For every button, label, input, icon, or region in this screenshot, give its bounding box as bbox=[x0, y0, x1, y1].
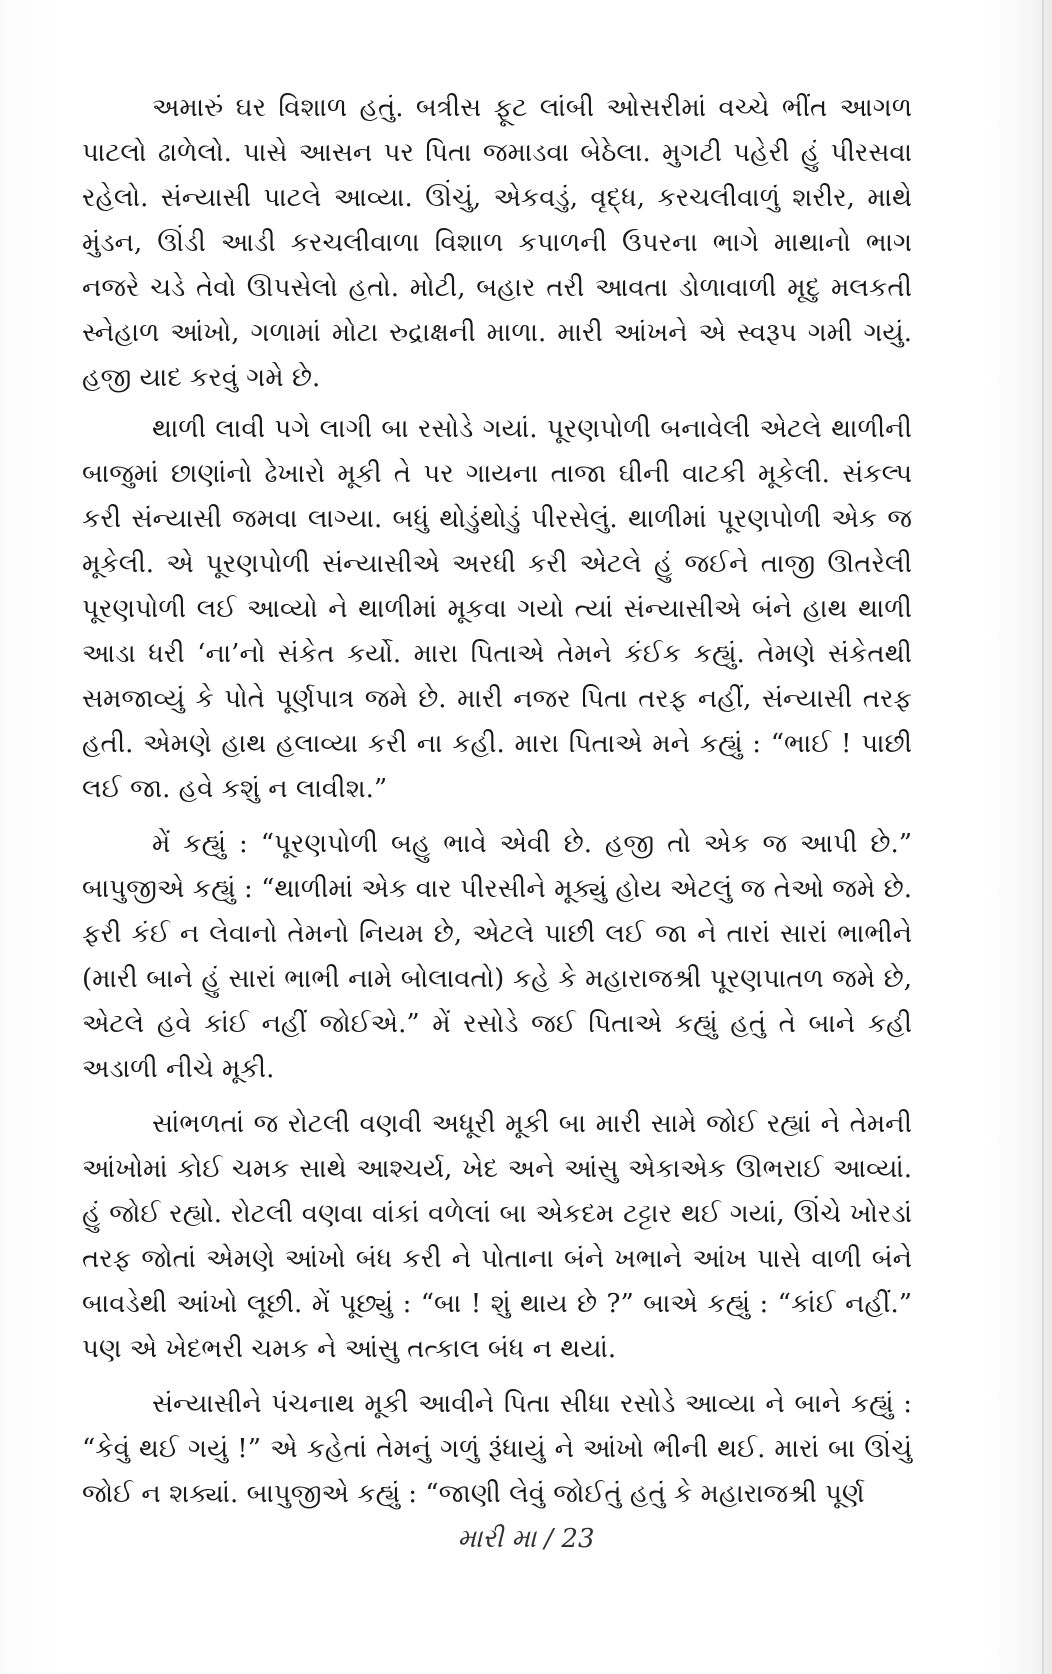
body-text bbox=[82, 86, 912, 1527]
paragraph-3: મેં કહ્યું : “પૂરણપોળી બહુ ભાવે એવી છે. હજી તો એક જ આપી છે.” બાપુજીએ કહ્યું : “થાળીમાં એક વાર પીરસીને મૂક્યું હોય એટલું જ તેઓ જમે છે. ફરી કંઈ ન લેવાનો તેમનો નિયમ છે, એટલે પાછી લઈ જા ને તારાં સારાં ભાભીને (મારી બાને હું સારાં ભાભી નામે બોલાવતો) કહે કે મહારાજશ્રી પૂરણપાતળ જમે છે, એટલે હવે કાંઈ નહીં જોઈએ.” મેં રસોડે જઈ પિતાએ કહ્યું હતું તે બાને કહી અડાળી નીચે મૂકી. bbox=[82, 829, 912, 1084]
paragraph-5: સંન્યાસીને પંચનાથ મૂકી આવીને પિતા સીધા રસોડે આવ્યા ને બાને કહ્યું : “કેવું થઈ ગયું !” એ કહેતાં તેમનું ગળું રૂંધાયું ને આંખો ભીની થઈ. મારાં બા ઊંચું જોઈ ન શક્યાં. બાપુજીએ કહ્યું : “જાણી લેવું જોઈતું હતું કે મહારાજશ્રી પૂર્ણ bbox=[82, 1389, 912, 1509]
paragraph-1: અમારું ઘર વિશાળ હતું. બત્રીસ ફૂટ લાંબી ઓસરીમાં વચ્ચે ભીંત આગળ પાટલો ઢાળેલો. પાસે આસન પર પિતા જમાડવા બેઠેલા. મુગટી પહેરી હું પીરસવા રહેલો. સંન્યાસી પાટલે આવ્યા. ઊંચું, એકવડું, વૃદ્ધ, કરચલીવાળું શરીર, માથે મુંડન, ઊંડી આડી કરચલીવાળા વિશાળ કપાળની ઉપરના ભાગે માથાનો ભાગ નજરે ચડે તેવો ઊપસેલો હતો. મોટી, બહાર તરી આવતા ડોળાવાળી મૃદુ મલકતી સ્નેહાળ આંખો, ગળામાં મોટા રુદ્રાક્ષની માળા. મારી આંખને એ સ્વરૂપ ગમી ગયું. હજી યાદ કરવું ગમે છે. bbox=[82, 93, 912, 393]
paragraph-2: થાળી લાવી પગે લાગી બા રસોડે ગયાં. પૂરણપોળી બનાવેલી એટલે થાળીની બાજુમાં છાણાંનો ઢેખારો મૂકી તે પર ગાયના તાજા ઘીની વાટકી મૂકેલી. સંકલ્પ કરી સંન્યાસી જમવા લાગ્યા. બધું થોડુંથોડું પીરસેલું. થાળીમાં પૂરણપોળી એક જ મૂકેલી. એ પૂરણપોળી સંન્યાસીએ અરધી કરી એટલે હું જઈને તાજી ઊતરેલી પૂરણપોળી લઈ આવ્યો ને થાળીમાં મૂકવા ગયો ત્યાં સંન્યાસીએ બંને હાથ થાળી આડા ધરી ‘ના’નો સંકેત કર્યો. મારા પિતાએ તેમને કંઈક કહ્યું. તેમણે સંકેતથી સમજાવ્યું કે પોતે પૂર્ણપાત્ર જમે છે. મારી નજર પિતા તરફ નહીં, સંન્યાસી તરફ હતી. એમણે હાથ હલાવ્યા કરી ના કહી. મારા પિતાએ મને કહ્યું : “ભાઈ ! પાછી લઈ જા. હવે કશું ન લાવીશ.” bbox=[82, 414, 912, 804]
page-footer: મારી મા / 23 bbox=[457, 1524, 595, 1554]
paragraph-4: સાંભળતાં જ રોટલી વણવી અધૂરી મૂકી બા મારી સામે જોઈ રહ્યાં ને તેમની આંખોમાં કોઈ ચમક સાથે આશ્ચર્ય, ખેદ અને આંસુ એકાએક ઊભરાઈ આવ્યાં. હું જોઈ રહ્યો. રોટલી વણવા વાંકાં વળેલાં બા એકદમ ટટ્ટાર થઈ ગયાં, ઊંચે ખોરડાં તરફ જોતાં એમણે આંખો બંધ કરી ને પોતાના બંને ખભાને આંખ પાસે વાળી બંને બાવડેથી આંખો લૂછી. મેં પૂછ્યું : “બા ! શું થાય છે ?” બાએ કહ્યું : “કાંઈ નહીં.” પણ એ ખેદભરી ચમક ને આંસુ તત્કાલ બંધ ન થયાં. bbox=[82, 1109, 912, 1364]
page-edge-shadow bbox=[1042, 0, 1044, 1674]
